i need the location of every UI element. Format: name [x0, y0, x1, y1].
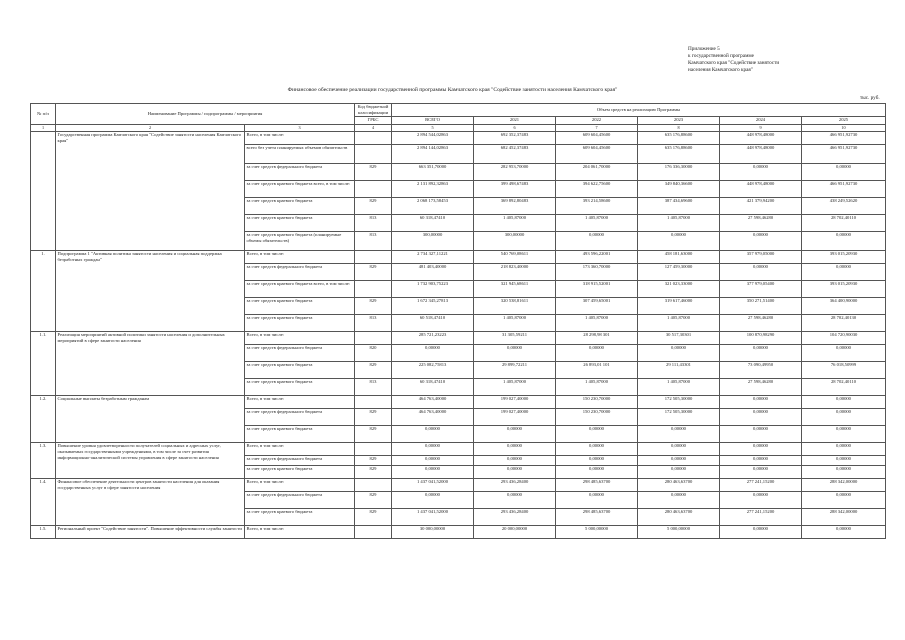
amount-year: 28 298,98 301	[556, 331, 638, 344]
amount-year: 29 899,72211	[474, 361, 556, 378]
funding-source: за счет средств краевого бюджета всего, в том числе:	[245, 180, 355, 197]
amount-year: 0,00000	[556, 231, 638, 250]
amount-year: 321 023,33000	[638, 280, 720, 297]
amount-total: 2 734 327,11221	[392, 250, 474, 263]
header-index: 7	[556, 124, 638, 131]
amount-year: 0,00000	[474, 425, 556, 442]
amount-year: 0,00000	[802, 491, 886, 508]
amount-year: 0,00000	[720, 344, 802, 361]
table-row	[31, 525, 886, 538]
funding-source: за счет средств краевого бюджета	[245, 425, 355, 442]
amount-total: 0,00000	[392, 344, 474, 361]
document-title: Финансовое обеспечение реализации государственной программы Камчатского края "Содействие занятости населения Камчатского края"	[287, 87, 618, 93]
amount-year: 288 342,00000	[802, 478, 886, 491]
table-row	[31, 131, 886, 144]
amount-year: 0,00000	[802, 465, 886, 478]
grbs-code: 829	[355, 297, 392, 314]
appendix-line: Камчатского края "Содействие занятости	[688, 60, 780, 66]
amount-year: 0,00000	[802, 344, 886, 361]
header-index: 1	[31, 124, 56, 131]
amount-year: 20 000,00000	[474, 525, 556, 538]
amount-total: 464 763,40000	[392, 395, 474, 408]
amount-year: 319 617,46000	[638, 297, 720, 314]
amount-year: 635 176,88600	[638, 144, 720, 163]
header-index: 4	[355, 124, 392, 131]
row-number: 1.2.	[31, 395, 56, 442]
funding-source: за счет средств федерального бюджета	[245, 163, 355, 180]
table-row	[31, 478, 886, 491]
row-number: 1.3.	[31, 442, 56, 478]
amount-year: 0,00000	[720, 231, 802, 250]
amount-year: 0,00000	[556, 442, 638, 455]
funding-source: за счет средств краевого бюджета	[245, 197, 355, 214]
grbs-code: 813	[355, 378, 392, 395]
amount-year: 0,00000	[720, 408, 802, 425]
amount-year: 466 951,92730	[802, 144, 886, 163]
amount-total: 0,00000	[392, 425, 474, 442]
funding-source: за счет средств краевого бюджета	[245, 214, 355, 231]
amount-year: 172 505,30000	[638, 395, 720, 408]
amount-total: 2 894 144,02863	[392, 144, 474, 163]
grbs-code: 829	[355, 197, 392, 214]
amount-year: 76 018,50999	[802, 361, 886, 378]
amount-year: 0,00000	[474, 442, 556, 455]
amount-year: 466 951,92730	[802, 180, 886, 197]
amount-year: 0,00000	[802, 395, 886, 408]
amount-year: 1 405,87000	[474, 378, 556, 395]
amount-year: 448 978,48000	[720, 180, 802, 197]
funding-source: за счет средств краевого бюджета	[245, 361, 355, 378]
amount-year: 0,00000	[720, 163, 802, 180]
row-title: Региональный проект "Содействие занятости". Повышение эффективности службы занятости	[56, 525, 245, 538]
amount-total: 60 318,47410	[392, 214, 474, 231]
amount-total: 1 437 041,52000	[392, 508, 474, 525]
funding-source: за счет средств краевого бюджета	[245, 465, 355, 478]
grbs-code: 813	[355, 214, 392, 231]
funding-source: за счет средств федерального бюджета	[245, 408, 355, 425]
amount-year: 350 271,51400	[720, 297, 802, 314]
header-index: 9	[720, 124, 802, 131]
amount-total: 30 000,00000	[392, 525, 474, 538]
amount-year: 0,00000	[720, 465, 802, 478]
amount-year: 393 015,20930	[802, 250, 886, 263]
appendix-line: населения Камчатского края"	[688, 67, 753, 73]
grbs-code: 813	[355, 231, 392, 250]
amount-year: 0,00000	[802, 525, 886, 538]
amount-total: 2 068 173,58453	[392, 197, 474, 214]
amount-year: 277 241,15200	[720, 508, 802, 525]
funding-source: за счет средств краевого бюджета	[245, 378, 355, 395]
amount-year: 357 979,05000	[720, 250, 802, 263]
amount-year: 28 702,40110	[802, 378, 886, 395]
funding-source: за счет средств федерального бюджета	[245, 491, 355, 508]
amount-year: 364 400,90000	[802, 297, 886, 314]
grbs-code: 813	[355, 314, 392, 331]
amount-year: 293 436,28400	[474, 508, 556, 525]
row-title: Повышение уровня удовлетворенности получателей социальных и адресных услуг, оказываемых государственными учреждениями, в том числе за счет развития информационно-аналитической системы управления в сфере занятости населения	[56, 442, 245, 478]
amount-year: 369 892,80483	[474, 197, 556, 214]
funding-source: Всего, в том числе:	[245, 442, 355, 455]
grbs-code: 829	[355, 491, 392, 508]
header-year: 2021	[474, 117, 556, 124]
amount-year: 5 000,00000	[638, 525, 720, 538]
grbs-code: 820	[355, 344, 392, 361]
amount-year: 5 000,00000	[556, 525, 638, 538]
header-grbs: ГРБС	[355, 117, 392, 124]
units-label: тыс. руб.	[860, 95, 880, 101]
amount-year: 0,00000	[720, 455, 802, 465]
row-number: 1.1.	[31, 331, 56, 395]
amount-year: 0,00000	[802, 163, 886, 180]
funding-source: Всего, в том числе:	[245, 478, 355, 491]
amount-year: 0,00000	[802, 408, 886, 425]
amount-year: 448 978,48000	[720, 144, 802, 163]
amount-year: 204 061,70000	[556, 163, 638, 180]
amount-year: 0,00000	[638, 425, 720, 442]
amount-total: 60 518,47410	[392, 314, 474, 331]
grbs-code	[355, 131, 392, 144]
row-title: Подпрограмма 1 "Активная политика занятости населения и социальная поддержка безработных граждан"	[56, 250, 245, 331]
amount-year: 0,00000	[556, 465, 638, 478]
amount-year: 176 336,30000	[638, 163, 720, 180]
amount-year: 31 305,59211	[474, 331, 556, 344]
amount-year: 1 405,87000	[474, 214, 556, 231]
funding-source: Всего, в том числе:	[245, 331, 355, 344]
amount-year: 27 598,46280	[720, 378, 802, 395]
amount-year: 438 249,52620	[802, 197, 886, 214]
amount-year: 1 405,87000	[556, 378, 638, 395]
amount-year: 0,00000	[556, 455, 638, 465]
header-index: 2	[56, 124, 245, 131]
amount-total: 663 351,70000	[392, 163, 474, 180]
appendix-note	[688, 46, 893, 74]
amount-total: 2 131 892,32863	[392, 180, 474, 197]
amount-total: 481 403,40000	[392, 263, 474, 280]
header-index: 6	[474, 124, 556, 131]
amount-year: 0,00000	[556, 425, 638, 442]
header-year: 2024	[720, 117, 802, 124]
header-code-group: Код бюджетной классификации	[355, 104, 392, 117]
amount-year: 288 342,00000	[802, 508, 886, 525]
amount-year: 0,00000	[720, 425, 802, 442]
amount-year: 100 870,98290	[720, 331, 802, 344]
grbs-code	[355, 144, 392, 163]
amount-year: 0,00000	[802, 425, 886, 442]
amount-year: 218 823,40000	[474, 263, 556, 280]
amount-year: 293 436,28400	[474, 478, 556, 491]
row-title: Социальные выплаты безработным гражданам	[56, 395, 245, 442]
amount-year: 0,00000	[638, 465, 720, 478]
amount-total: 285 721,23223	[392, 331, 474, 344]
amount-year: 318 915,52001	[556, 280, 638, 297]
amount-year: 635 176,88600	[638, 131, 720, 144]
appendix-line: к государственной программе	[688, 53, 754, 59]
amount-year: 28 702,40110	[802, 214, 886, 231]
amount-year: 282 953,70000	[474, 163, 556, 180]
amount-year: 0,00000	[474, 465, 556, 478]
funding-source: Всего, в том числе:	[245, 131, 355, 144]
amount-year: 349 840,36600	[638, 180, 720, 197]
amount-year: 609 604,45600	[556, 131, 638, 144]
funding-source: за счет средств федерального бюджета	[245, 263, 355, 280]
amount-year: 421 379,94200	[720, 197, 802, 214]
amount-year: 300,00000	[474, 231, 556, 250]
amount-year: 609 604,45600	[556, 144, 638, 163]
amount-year: 0,00000	[474, 344, 556, 361]
funding-source: за счет средств краевого бюджета	[245, 297, 355, 314]
amount-year: 127 459,30000	[638, 263, 720, 280]
amount-year: 466 951,92730	[802, 131, 886, 144]
grbs-code	[355, 250, 392, 263]
grbs-code	[355, 395, 392, 408]
amount-year: 682 452,37483	[474, 144, 556, 163]
amount-total: 225 082,75813	[392, 361, 474, 378]
grbs-code: 829	[355, 361, 392, 378]
funding-source: за счет средств федерального бюджета	[245, 455, 355, 465]
amount-year: 28 702,40130	[802, 314, 886, 331]
grbs-code	[355, 331, 392, 344]
amount-year: 0,00000	[720, 263, 802, 280]
amount-year: 399 498,67483	[474, 180, 556, 197]
grbs-code: 829	[355, 465, 392, 478]
amount-total: 2 894 544,02863	[392, 131, 474, 144]
amount-year: 172 505,30000	[638, 408, 720, 425]
funding-source: за счет средств краевого бюджета (планируемые объемы обязательств)	[245, 231, 355, 250]
amount-year: 27 598,46280	[720, 214, 802, 231]
amount-year: 29 111,43301	[638, 361, 720, 378]
amount-year: 307 459,65001	[556, 297, 638, 314]
amount-year: 0,00000	[720, 442, 802, 455]
amount-year: 0,00000	[802, 442, 886, 455]
amount-year: 0,00000	[802, 263, 886, 280]
row-title: Реализация мероприятий активной политики занятости населения и дополнительных мероприятий в сфере занятости населения	[56, 331, 245, 395]
amount-year: 0,00000	[556, 491, 638, 508]
grbs-code	[355, 280, 392, 297]
amount-year: 387 434,69600	[638, 197, 720, 214]
amount-total: 464 763,40000	[392, 408, 474, 425]
header-year: 2023	[638, 117, 720, 124]
amount-year: 320 538,81611	[474, 297, 556, 314]
funding-source: за счет средств федерального бюджета	[245, 344, 355, 361]
table-row	[31, 331, 886, 344]
grbs-code: 829	[355, 455, 392, 465]
amount-year: 150 230,70000	[556, 395, 638, 408]
row-number: 1.5.	[31, 525, 56, 538]
header-year: 2025	[802, 117, 886, 124]
header-name: Наименование Программы / подпрограммы / мероприятия	[56, 104, 355, 125]
amount-year: 26 893,01 101	[556, 361, 638, 378]
amount-year: 1 405,87000	[638, 378, 720, 395]
amount-year: 493 596,22001	[556, 250, 638, 263]
header-index-row	[31, 124, 886, 131]
amount-year: 393 214,58600	[556, 197, 638, 214]
amount-year: 298 485,63700	[556, 478, 638, 491]
amount-year: 280 463,63700	[638, 478, 720, 491]
table-header	[31, 104, 886, 132]
amount-year: 0,00000	[638, 344, 720, 361]
amount-year: 1 405,87000	[638, 214, 720, 231]
amount-year: 0,00000	[638, 231, 720, 250]
header-index: 3	[245, 124, 355, 131]
funding-source: Всего, в том числе:	[245, 525, 355, 538]
amount-year: 0,00000	[720, 525, 802, 538]
amount-year: 692 352,37483	[474, 131, 556, 144]
funding-source: за счет средств краевого бюджета	[245, 314, 355, 331]
funding-source: за счет средств краевого бюджета всего, в том числе:	[245, 280, 355, 297]
amount-year: 30 517,30301	[638, 331, 720, 344]
grbs-code: 829	[355, 425, 392, 442]
header-index: 8	[638, 124, 720, 131]
header-no: № п/п	[31, 104, 56, 125]
amount-year: 0,00000	[474, 491, 556, 508]
funding-source: всего без учета планируемых объемов обязательств	[245, 144, 355, 163]
grbs-code	[355, 525, 392, 538]
header-year: 2022	[556, 117, 638, 124]
grbs-code	[355, 442, 392, 455]
amount-year: 104 720,90030	[802, 331, 886, 344]
amount-year: 0,00000	[474, 455, 556, 465]
header-index: 10	[802, 124, 886, 131]
amount-total: 1 732 903,75223	[392, 280, 474, 297]
amount-year: 73 090,49950	[720, 361, 802, 378]
amount-total: 0,00000	[392, 491, 474, 508]
row-number	[31, 131, 56, 250]
amount-year: 321 945,68611	[474, 280, 556, 297]
grbs-code	[355, 180, 392, 197]
amount-total: 1 672 345,27813	[392, 297, 474, 314]
amount-year: 1 405,87000	[474, 314, 556, 331]
header-index: 5	[392, 124, 474, 131]
funding-source: Всего, в том числе:	[245, 250, 355, 263]
amount-total: 60 318,47410	[392, 378, 474, 395]
grbs-code	[355, 478, 392, 491]
grbs-code: 829	[355, 408, 392, 425]
amount-year: 1 405,87000	[638, 314, 720, 331]
amount-total: 0,00000	[392, 465, 474, 478]
table-row	[31, 250, 886, 263]
amount-year: 0,00000	[638, 455, 720, 465]
financing-table	[30, 103, 886, 539]
row-number: 1.	[31, 250, 56, 331]
amount-year: 199 027,40000	[474, 408, 556, 425]
amount-year: 0,00000	[802, 231, 886, 250]
row-number: 1.4.	[31, 478, 56, 525]
amount-year: 0,00000	[638, 442, 720, 455]
table-row	[31, 395, 886, 408]
amount-year: 0,00000	[638, 491, 720, 508]
amount-year: 150 230,70000	[556, 408, 638, 425]
amount-year: 0,00000	[802, 455, 886, 465]
amount-year: 393 015,20930	[802, 280, 886, 297]
amount-total: 0,00000	[392, 455, 474, 465]
amount-year: 298 485,63700	[556, 508, 638, 525]
amount-year: 173 360,70000	[556, 263, 638, 280]
amount-total: 0,00000	[392, 442, 474, 455]
amount-year: 0,00000	[556, 344, 638, 361]
amount-year: 448 978,48000	[720, 131, 802, 144]
amount-year: 27 598,46280	[720, 314, 802, 331]
amount-year: 1 405,87000	[556, 314, 638, 331]
row-title: Государственная программа Камчатского края "Содействие занятости населения Камчатского края"	[56, 131, 245, 250]
grbs-code: 829	[355, 263, 392, 280]
grbs-code: 829	[355, 508, 392, 525]
amount-year: 394 622,75600	[556, 180, 638, 197]
amount-year: 1 405,87000	[556, 214, 638, 231]
amount-year: 0,00000	[720, 395, 802, 408]
grbs-code: 829	[355, 163, 392, 180]
amount-year: 280 463,63700	[638, 508, 720, 525]
amount-total: 1 437 041,52000	[392, 478, 474, 491]
funding-source: за счет средств краевого бюджета	[245, 508, 355, 525]
header-volume: Объем средств на реализацию Программы	[392, 104, 886, 117]
table-body	[31, 131, 886, 538]
amount-year: 458 181,63000	[638, 250, 720, 263]
amount-year: 540 769,08611	[474, 250, 556, 263]
amount-year: 0,00000	[720, 491, 802, 508]
appendix-line: Приложение 5	[688, 46, 720, 52]
funding-source: Всего, в том числе:	[245, 395, 355, 408]
table-row	[31, 442, 886, 455]
amount-year: 277 241,15200	[720, 478, 802, 491]
amount-year: 199 027,40000	[474, 395, 556, 408]
amount-total: 300,00000	[392, 231, 474, 250]
header-total: ВСЕГО	[392, 117, 474, 124]
amount-year: 377 979,05400	[720, 280, 802, 297]
row-title: Финансовое обеспечение деятельности центров занятости населения для оказания государственных услуг в сфере занятости населения	[56, 478, 245, 525]
